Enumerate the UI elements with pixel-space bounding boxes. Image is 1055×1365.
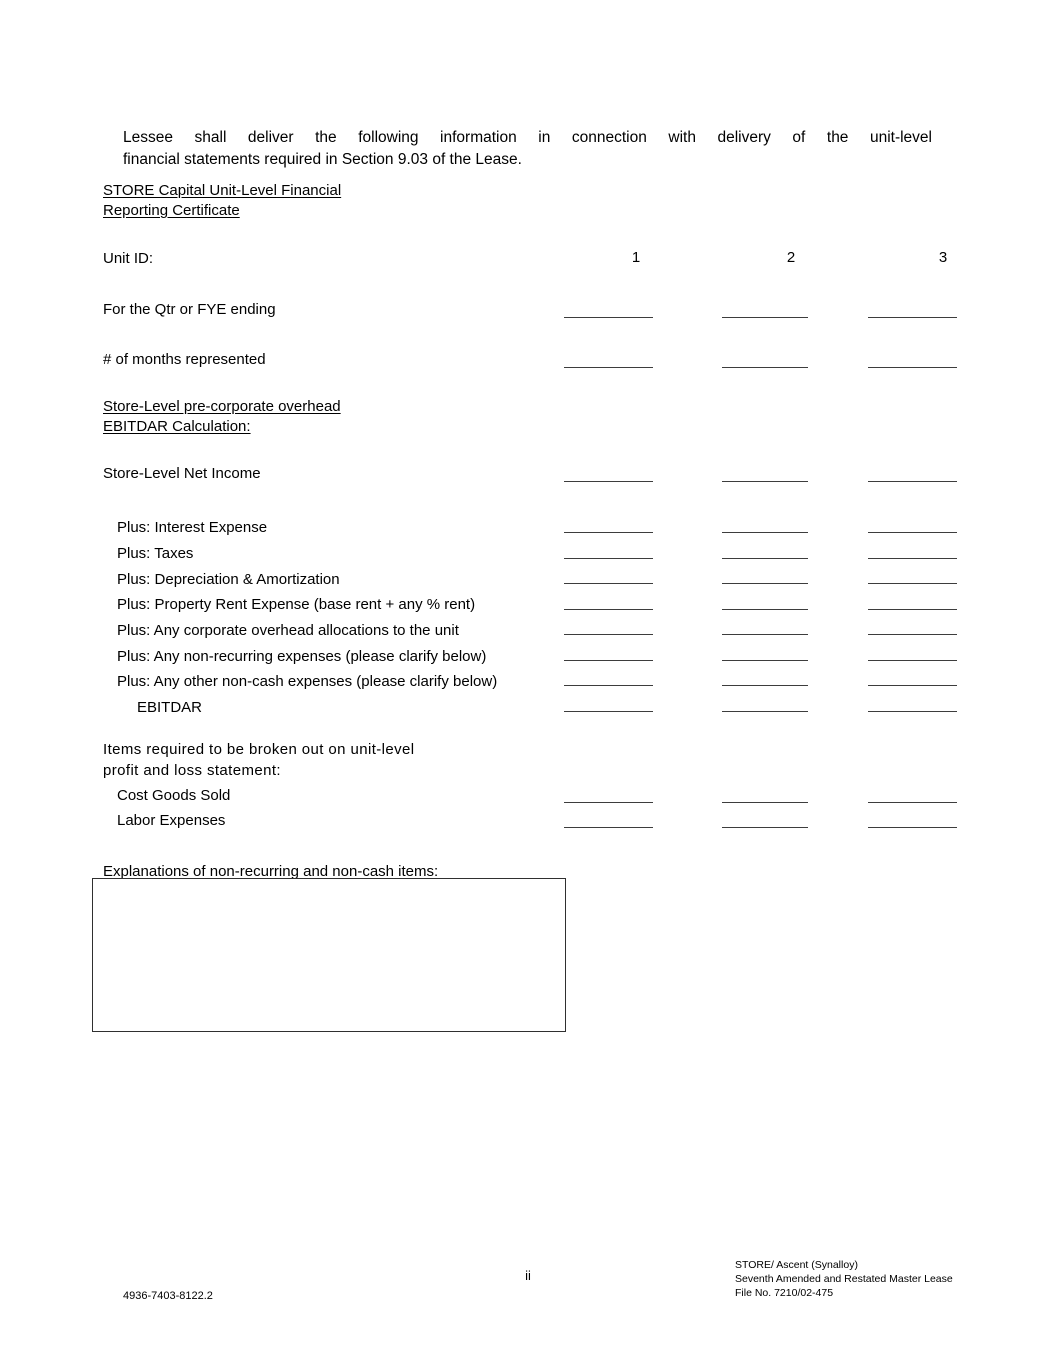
labor-expenses-blank-lines — [0, 827, 1055, 828]
blank-line — [868, 802, 957, 803]
ebitdar-label: EBITDAR — [137, 699, 203, 716]
blank-line — [564, 367, 653, 368]
blank-line — [564, 317, 653, 318]
blank-line — [868, 660, 957, 661]
blank-line — [868, 609, 957, 610]
plus-depreciation-label: Plus: Depreciation & Amortization — [117, 571, 340, 588]
blank-line — [868, 481, 957, 482]
footer-right-line-2: Seventh Amended and Restated Master Lease — [735, 1273, 953, 1285]
cost-goods-sold-label: Cost Goods Sold — [117, 787, 231, 804]
blank-line — [868, 317, 957, 318]
blank-line — [722, 481, 808, 482]
blank-line — [564, 481, 653, 482]
unit-id-label: Unit ID: — [103, 250, 154, 267]
blank-line — [722, 711, 808, 712]
explanations-label: Explanations of non-recurring and non-cash items: — [103, 863, 439, 880]
plus-non-recurring-label: Plus: Any non-recurring expenses (please clarify below) — [117, 648, 487, 665]
cost-goods-sold-blank-lines — [0, 802, 1055, 803]
plus-depreciation-blank-lines — [0, 583, 1055, 584]
blank-line — [564, 532, 653, 533]
blank-line — [564, 558, 653, 559]
certificate-title-line-1: STORE Capital Unit-Level Financial — [103, 182, 342, 199]
blank-line — [564, 660, 653, 661]
plus-corporate-overhead-label: Plus: Any corporate overhead allocations to the unit — [117, 622, 459, 639]
footer-page-number: ii — [525, 1268, 531, 1283]
blank-line — [722, 685, 808, 686]
blank-line — [564, 609, 653, 610]
column-header-1: 1 — [631, 249, 641, 266]
blank-line — [564, 583, 653, 584]
blank-line — [722, 609, 808, 610]
net-income-blank-lines — [0, 481, 1055, 482]
items-heading-line-1: Items required to be broken out on unit-level — [103, 741, 415, 758]
blank-line — [722, 827, 808, 828]
blank-line — [564, 711, 653, 712]
blank-line — [868, 558, 957, 559]
footer-right-line-3: File No. 7210/02-475 — [735, 1287, 834, 1299]
blank-line — [564, 634, 653, 635]
labor-expenses-label: Labor Expenses — [117, 812, 226, 829]
plus-non-cash-blank-lines — [0, 685, 1055, 686]
blank-line — [868, 634, 957, 635]
blank-line — [868, 367, 957, 368]
months-represented-label: # of months represented — [103, 351, 266, 368]
plus-non-recurring-blank-lines — [0, 660, 1055, 661]
plus-property-rent-blank-lines — [0, 609, 1055, 610]
blank-line — [722, 802, 808, 803]
section-heading-line-1: Store-Level pre-corporate overhead — [103, 398, 341, 415]
column-header-2: 2 — [786, 249, 796, 266]
plus-taxes-label: Plus: Taxes — [117, 545, 194, 562]
qtr-ending-label: For the Qtr or FYE ending — [103, 301, 276, 318]
blank-line — [564, 802, 653, 803]
plus-interest-expense-blank-lines — [0, 532, 1055, 533]
blank-line — [722, 634, 808, 635]
ebitdar-blank-lines — [0, 711, 1055, 712]
plus-taxes-blank-lines — [0, 558, 1055, 559]
certificate-title-line-2: Reporting Certificate — [103, 202, 240, 219]
blank-line — [564, 827, 653, 828]
blank-line — [722, 583, 808, 584]
plus-corporate-overhead-blank-lines — [0, 634, 1055, 635]
footer-right-line-1: STORE/ Ascent (Synalloy) — [735, 1259, 858, 1271]
qtr-ending-blank-lines — [0, 317, 1055, 318]
blank-line — [722, 558, 808, 559]
blank-line — [868, 685, 957, 686]
blank-line — [868, 583, 957, 584]
section-heading-line-2: EBITDAR Calculation: — [103, 418, 251, 435]
blank-line — [722, 367, 808, 368]
plus-property-rent-label: Plus: Property Rent Expense (base rent + any % rent) — [117, 596, 476, 613]
column-header-3: 3 — [938, 249, 948, 266]
blank-line — [722, 532, 808, 533]
blank-line — [868, 827, 957, 828]
intro-paragraph-line-1: Lessee shall deliver the following information in connection with delivery of the unit-level — [123, 129, 932, 146]
months-represented-blank-lines — [0, 367, 1055, 368]
intro-paragraph-line-2: financial statements required in Section 9.03 of the Lease. — [123, 151, 522, 168]
items-heading-line-2: profit and loss statement: — [103, 762, 281, 779]
explanations-box — [92, 878, 566, 1032]
plus-interest-expense-label: Plus: Interest Expense — [117, 519, 268, 536]
blank-line — [722, 660, 808, 661]
plus-non-cash-label: Plus: Any other non-cash expenses (please clarify below) — [117, 673, 498, 690]
blank-line — [722, 317, 808, 318]
blank-line — [868, 532, 957, 533]
footer-doc-number: 4936-7403-8122.2 — [123, 1290, 213, 1302]
net-income-label: Store-Level Net Income — [103, 465, 261, 482]
blank-line — [564, 685, 653, 686]
blank-line — [868, 711, 957, 712]
